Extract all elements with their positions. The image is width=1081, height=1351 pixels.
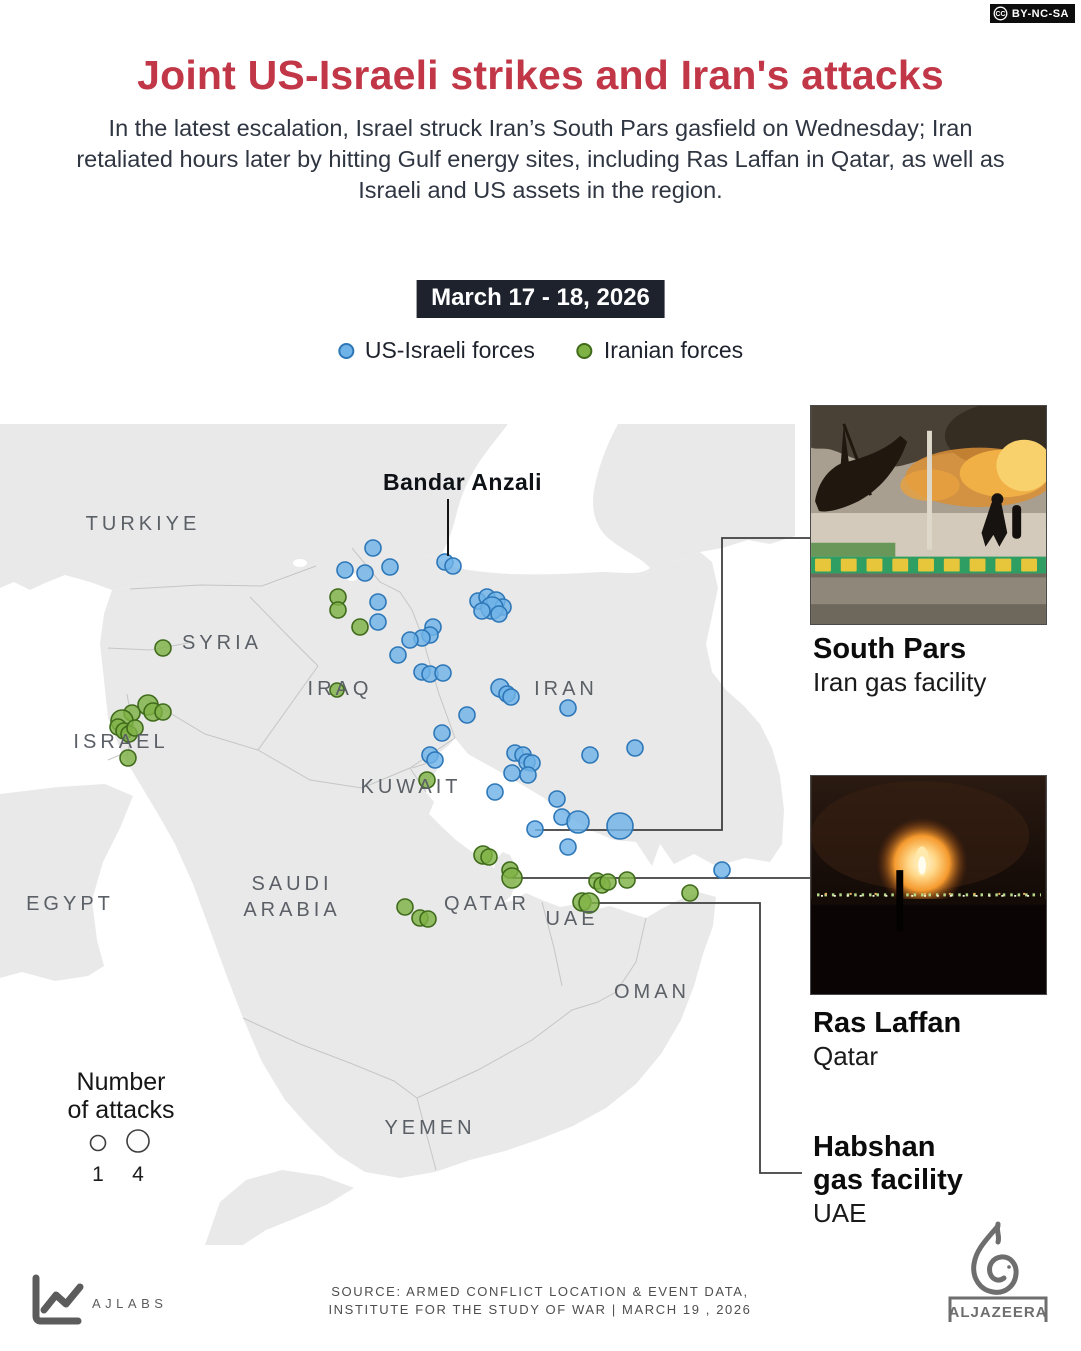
attack-dot-iranian [682, 885, 698, 901]
habshan-subtitle: UAE [813, 1198, 867, 1228]
country-label-egypt: EGYPT [26, 893, 114, 915]
land-egypt [0, 784, 133, 981]
country-label-israel: ISRAEL [73, 731, 169, 753]
ras-laffan-callout [813, 1007, 961, 1072]
svg-text:CC: CC [995, 11, 1006, 19]
source-line2: INSTITUTE FOR THE STUDY OF WAR | MARCH 19 , 2026 [328, 1302, 752, 1317]
attack-dot-us-israeli [390, 647, 406, 663]
us-israeli-dot-icon [338, 343, 354, 359]
attack-dot-iranian [420, 911, 436, 927]
attack-dot-us-israeli [445, 558, 461, 574]
country-label-uae: UAE [545, 908, 599, 930]
attack-dot-us-israeli [549, 791, 565, 807]
attack-dot-iranian [619, 872, 635, 888]
attack-dot-iranian [330, 602, 346, 618]
ras-laffan-subtitle: Qatar [813, 1041, 879, 1071]
attack-dot-us-israeli [382, 559, 398, 575]
attack-dot-us-israeli [427, 752, 443, 768]
ras-laffan-title: Ras Laffan [813, 1007, 962, 1039]
south-pars-photo-art [811, 406, 1046, 624]
attack-dot-iranian [600, 874, 616, 890]
attack-dot-us-israeli [434, 725, 450, 741]
size-circle-large [127, 1130, 149, 1152]
source-line1: SOURCE: ARMED CONFLICT LOCATION & EVENT DATA, [331, 1284, 749, 1299]
attack-dot-us-israeli [370, 594, 386, 610]
attack-dot-us-israeli [527, 821, 543, 837]
attack-dot-us-israeli [357, 565, 373, 581]
attack-dot-us-israeli [337, 562, 353, 578]
legend-label-us-israeli: US-Israeli forces [364, 337, 535, 363]
south-pars-title: South Pars [813, 633, 967, 665]
attack-dot-us-israeli [435, 665, 451, 681]
legend-item-us-israeli [338, 337, 535, 364]
size-legend-line1: Number [76, 1068, 166, 1096]
ajlabs-logo-art [26, 1274, 176, 1326]
habshan-title-line1: Habshan [813, 1131, 936, 1163]
country-label-saudi: SAUDI [251, 873, 333, 895]
south-pars-subtitle: Iran gas facility [813, 667, 987, 697]
country-label-iran: IRAN [534, 678, 598, 700]
date-range-badge: March 17 - 18, 2026 [416, 280, 665, 318]
page-title: Joint US-Israeli strikes and Iran's attacks [137, 52, 944, 98]
attack-dot-us-israeli [582, 747, 598, 763]
aljazeera-logo-art [946, 1220, 1050, 1322]
attack-dot-us-israeli [714, 862, 730, 878]
ajlabs-logo [26, 1274, 176, 1331]
ras-laffan-photo [810, 775, 1047, 995]
cc-license-badge [990, 4, 1075, 23]
country-label-oman: OMAN [614, 981, 690, 1003]
creative-commons-icon [993, 6, 1008, 21]
country-label-syria: SYRIA [181, 632, 263, 654]
attack-dot-us-israeli [560, 700, 576, 716]
attack-dot-us-israeli [491, 606, 507, 622]
south-pars-callout [813, 633, 986, 698]
attack-dot-iranian [481, 849, 497, 865]
attack-dot-us-israeli [474, 603, 490, 619]
attack-dot-us-israeli [503, 689, 519, 705]
size-legend-line2: of attacks [67, 1096, 175, 1124]
country-label-qatar: QATAR [444, 893, 530, 915]
south-pars-photo [810, 405, 1047, 625]
attack-dot-iranian [352, 619, 368, 635]
cc-license-label: BY-NC-SA [1011, 7, 1069, 20]
attack-dot-us-israeli [504, 765, 520, 781]
attack-dot-us-israeli [402, 632, 418, 648]
attack-dot-us-israeli [627, 740, 643, 756]
attack-dot-iranian [155, 640, 171, 656]
attack-dot-iranian [155, 704, 171, 720]
attack-dot-us-israeli [487, 784, 503, 800]
country-label-yemen: YEMEN [384, 1117, 476, 1139]
attack-dot-us-israeli [365, 540, 381, 556]
attack-dot-us-israeli [520, 767, 536, 783]
aljazeera-logo [946, 1220, 1050, 1327]
country-label-turkiye: TURKIYE [85, 513, 201, 535]
size-circle-small [91, 1136, 106, 1151]
country-label-kuwait: KUWAIT [360, 776, 462, 798]
source-credit [280, 1283, 800, 1319]
attack-dot-us-israeli [370, 614, 386, 630]
attack-dot-us-israeli [567, 811, 589, 833]
size-legend-circles [21, 1128, 221, 1190]
ajlabs-wordmark: AJLABS [92, 1296, 168, 1311]
attack-dot-us-israeli [607, 813, 633, 839]
attack-dot-us-israeli [459, 707, 475, 723]
country-label-arabia: ARABIA [243, 899, 341, 921]
iranian-dot-icon [577, 343, 593, 359]
attack-dot-iranian [502, 868, 522, 888]
aljazeera-wordmark: ALJAZEERA [948, 1304, 1048, 1321]
legend-item-iranian [577, 337, 743, 364]
land-horn-of-africa [205, 1170, 354, 1245]
forces-legend [338, 337, 743, 364]
lake-van [293, 559, 307, 567]
country-label-iraq: IRAQ [307, 678, 373, 700]
size-label-large: 4 [132, 1163, 144, 1186]
habshan-title-line2: gas facility [813, 1164, 963, 1196]
attack-dot-iranian [397, 899, 413, 915]
ras-laffan-photo-art [811, 776, 1046, 994]
size-legend [21, 1068, 221, 1196]
legend-label-iranian: Iranian forces [603, 337, 744, 363]
page-subtitle: In the latest escalation, Israel struck Iran’s South Pars gasfield on Wednesday; Iran retaliated hours later by hitting Gulf energy sites, including Ras Laffan in Qatar, as well as Israeli and US assets in the region. [76, 115, 1005, 203]
size-label-small: 1 [92, 1163, 104, 1186]
bandar-anzali-label: Bandar Anzali [383, 469, 543, 495]
attack-dot-us-israeli [560, 839, 576, 855]
habshan-callout [813, 1131, 963, 1229]
